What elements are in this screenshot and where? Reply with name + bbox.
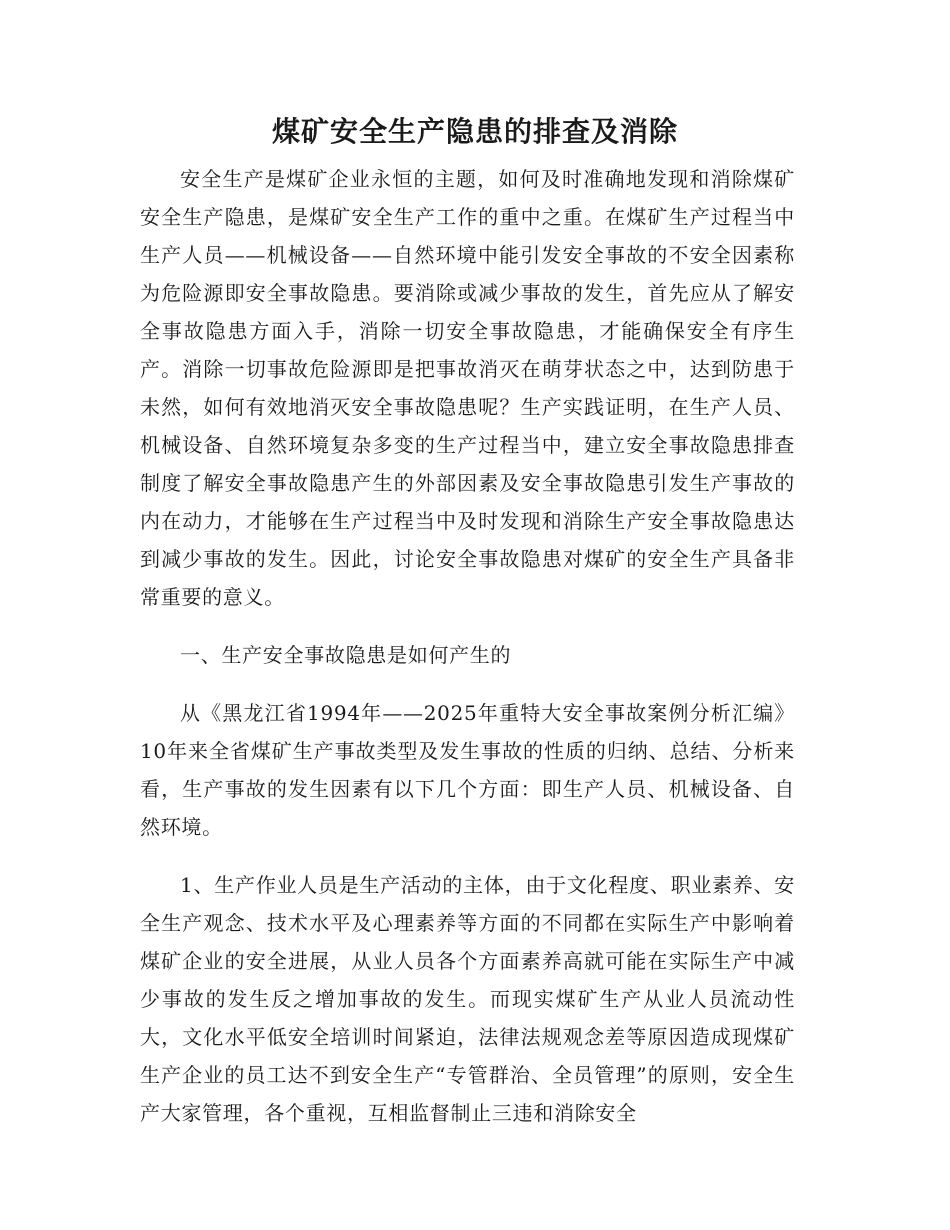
paragraph-personnel-factor: 1、生产作业人员是生产活动的主体，由于文化程度、职业素养、安全生产观念、技术水平及心理素养等方面的不同都在实际生产中影响着煤矿企业的安全进展，从业人员各个方面素养高就可能在实际生产中减少事故的发生反之增加事故的发生。而现实煤矿生产从业人员流动性大，文化水平低安全培训时间紧迫，法律法规观念差等原因造成现煤矿生产企业的员工达不到安全生产“专管群治、全员管理”的原则，安全生产大家管理，各个重视，互相监督制止三违和消除安全 — [140, 873, 795, 1125]
document-title: 煤矿安全生产隐患的排查及消除 — [271, 115, 678, 148]
paragraph-intro: 安全生产是煤矿企业永恒的主题，如何及时准确地发现和消除煤矿安全生产隐患，是煤矿安全生产工作的重中之重。在煤矿生产过程当中生产人员——机械设备——自然环境中能引发安全事故的不安全因素称为危险源即安全事故隐患。要消除或减少事故的发生，首先应从了解安全事故隐患方面入手，消除一切安全事故隐患，才能确保安全有序生产。消除一切事故危险源即是把事故消灭在萌芽状态之中，达到防患于未然，如何有效地消灭安全事故隐患呢？生产实践证明，在生产人员、机械设备、自然环境复杂多变的生产过程当中，建立安全事故隐患排查制度了解安全事故隐患产生的外部因素及安全事故隐患引发生产事故的内在动力，才能够在生产过程当中及时发现和消除生产安全事故隐患达到减少事故的发生。因此，讨论安全事故隐患对煤矿的安全生产具备非常重要的意义。 — [140, 167, 795, 609]
document-body — [140, 160, 795, 1152]
paragraph-accident-analysis: 从《黑龙江省1994年——2025年重特大安全事故案例分析汇编》10年来全省煤矿生产事故类型及发生事故的性质的归纳、总结、分析来看，生产事故的发生因素有以下几个方面：即生产人员、机械设备、自然环境。 — [140, 701, 795, 839]
section-heading-1: 一、生产安全事故隐患是如何产生的 — [180, 643, 512, 667]
